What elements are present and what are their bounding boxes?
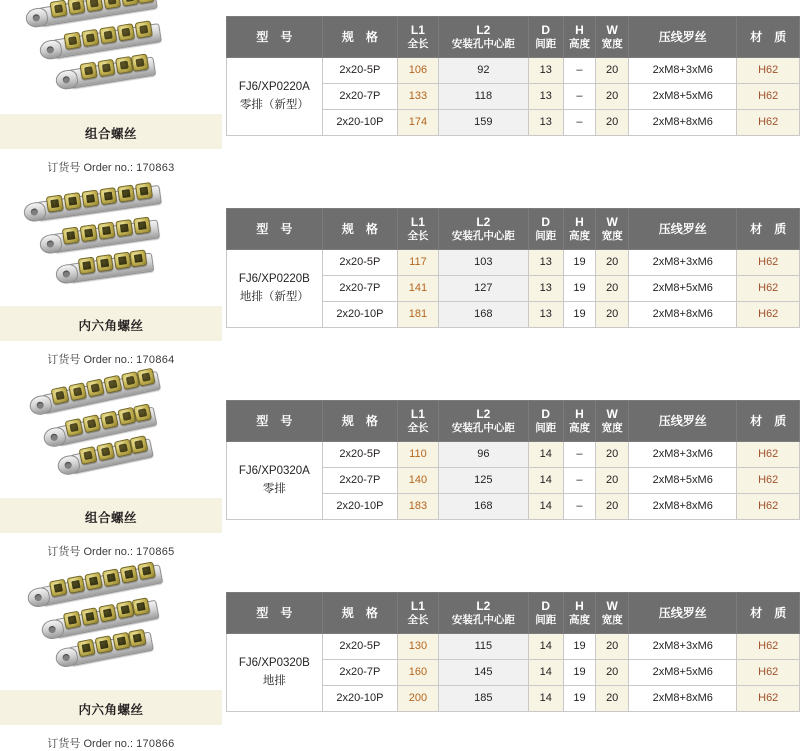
spec-table-1: [226, 16, 800, 136]
cell-l2: 118: [438, 84, 528, 110]
cell-l2: 92: [438, 58, 528, 84]
screw-icon: [63, 32, 81, 50]
hex-screw-icon: [132, 597, 151, 616]
th-d-code: D: [541, 598, 551, 613]
th-h-name: 高度: [568, 229, 590, 242]
hex-screw-icon: [81, 190, 99, 208]
th-d-name: 间距: [535, 613, 557, 626]
hex-screw-icon: [117, 185, 135, 203]
th-h: [563, 401, 596, 442]
cell-screw: 2xM8+8xM6: [629, 110, 737, 136]
screw-icon: [135, 20, 153, 38]
th-h-name: 高度: [568, 613, 590, 626]
th-d: [528, 401, 563, 442]
cell-material: H62: [737, 276, 800, 302]
th-l2: [438, 17, 528, 58]
product-image-4: [0, 580, 222, 690]
cell-spec: 2x20-5P: [322, 58, 397, 84]
th-d-code: D: [541, 406, 551, 421]
cell-w: 20: [596, 110, 629, 136]
cell-spec: 2x20-7P: [322, 468, 397, 494]
spec-table-4: [226, 592, 800, 712]
cell-screw: 2xM8+8xM6: [629, 686, 737, 712]
th-material: 材 质: [737, 593, 800, 634]
hex-screw-icon: [96, 254, 114, 272]
th-l1-name: 全长: [407, 613, 429, 626]
cell-h: –: [563, 58, 596, 84]
th-w-code: W: [606, 406, 618, 421]
cell-l2: 168: [438, 494, 528, 520]
cell-w: 20: [596, 84, 629, 110]
cell-l1: 183: [398, 494, 439, 520]
hex-screw-icon: [64, 192, 82, 210]
th-l1: [398, 17, 439, 58]
screw-icon: [49, 0, 67, 18]
th-w-name: 宽度: [601, 421, 623, 434]
th-h-code: H: [575, 22, 584, 37]
cell-h: 19: [563, 634, 596, 660]
cell-w: 20: [596, 686, 629, 712]
hex-screw-icon: [84, 572, 103, 591]
th-d-name: 间距: [535, 37, 557, 50]
cell-h: –: [563, 468, 596, 494]
cell-model: [227, 250, 323, 328]
th-screw: 压线罗丝: [629, 17, 737, 58]
cell-l1: 110: [398, 442, 439, 468]
cell-l1: 160: [398, 660, 439, 686]
cell-material: H62: [737, 302, 800, 328]
product-caption-4: 内六角螺丝: [78, 703, 144, 717]
product-caption-3: 组合螺丝: [84, 511, 137, 525]
th-spec: 规 格: [322, 593, 397, 634]
table-row: [227, 58, 800, 84]
table-header-row: [227, 401, 800, 442]
th-h: [563, 209, 596, 250]
screw-icon: [100, 411, 119, 430]
order-label: 订货号 Order no.:: [47, 162, 133, 174]
th-material: 材 质: [737, 401, 800, 442]
th-h-name: 高度: [568, 37, 590, 50]
model-line-2: 零排: [262, 482, 286, 495]
cell-spec: 2x20-10P: [322, 686, 397, 712]
table-row: [227, 634, 800, 660]
cell-l2: 185: [438, 686, 528, 712]
cell-spec: 2x20-10P: [322, 302, 397, 328]
th-spec: 规 格: [322, 17, 397, 58]
hex-screw-icon: [77, 639, 96, 658]
cell-d: 14: [528, 686, 563, 712]
screw-icon: [131, 53, 149, 71]
th-h-name: 高度: [568, 421, 590, 434]
screw-icon: [79, 446, 98, 465]
cell-l2: 145: [438, 660, 528, 686]
th-h: [563, 593, 596, 634]
th-l2-name: 安装孔中心距: [451, 421, 515, 434]
cell-d: 14: [528, 468, 563, 494]
caption-band-4: [0, 690, 222, 725]
hex-screw-icon: [129, 249, 147, 267]
th-l2-code: L2: [476, 406, 491, 421]
table-header-row: [227, 593, 800, 634]
screw-icon: [51, 386, 70, 405]
product-block-2: [0, 192, 800, 372]
cell-screw: 2xM8+3xM6: [629, 250, 737, 276]
cell-w: 20: [596, 660, 629, 686]
cell-l1: 140: [398, 468, 439, 494]
th-l2-code: L2: [476, 22, 491, 37]
cell-d: 14: [528, 660, 563, 686]
cell-spec: 2x20-5P: [322, 250, 397, 276]
hex-screw-icon: [99, 187, 117, 205]
screw-icon: [82, 414, 101, 433]
model-line-1: FJ6/XP0220A: [238, 81, 310, 94]
th-w-code: W: [606, 22, 618, 37]
th-l2-code: L2: [476, 598, 491, 613]
order-label: 订货号 Order no.:: [47, 354, 133, 366]
product-block-4: [0, 576, 800, 750]
screw-icon: [97, 59, 115, 77]
th-d: [528, 593, 563, 634]
product-image-1: [0, 4, 222, 114]
th-spec: 规 格: [322, 209, 397, 250]
hex-screw-icon: [62, 227, 80, 245]
th-l1-code: L1: [410, 406, 425, 421]
th-l1: [398, 593, 439, 634]
cell-spec: 2x20-7P: [322, 84, 397, 110]
cell-spec: 2x20-10P: [322, 494, 397, 520]
cell-screw: 2xM8+3xM6: [629, 442, 737, 468]
hex-screw-icon: [137, 561, 156, 580]
cell-material: H62: [737, 660, 800, 686]
cell-l1: 106: [398, 58, 439, 84]
cell-l1: 181: [398, 302, 439, 328]
table-row: [227, 442, 800, 468]
order-value: 170865: [136, 546, 175, 558]
hex-screw-icon: [98, 604, 117, 623]
th-screw: 压线罗丝: [629, 593, 737, 634]
screw-icon: [99, 26, 117, 44]
cell-w: 20: [596, 494, 629, 520]
cell-l1: 141: [398, 276, 439, 302]
th-l1-code: L1: [410, 22, 425, 37]
cell-spec: 2x20-10P: [322, 110, 397, 136]
th-w-code: W: [606, 598, 618, 613]
th-w: [596, 17, 629, 58]
th-d: [528, 209, 563, 250]
th-screw: 压线罗丝: [629, 401, 737, 442]
cell-l2: 103: [438, 250, 528, 276]
th-l2: [438, 401, 528, 442]
busbar-lug: [40, 618, 65, 641]
screw-icon: [117, 23, 135, 41]
product-column-3: [0, 388, 222, 559]
cell-l1: 133: [398, 84, 439, 110]
busbar-illustration: [55, 253, 153, 286]
th-screw: 压线罗丝: [629, 209, 737, 250]
cell-h: 19: [563, 686, 596, 712]
spec-table-2: [226, 208, 800, 328]
cell-l2: 115: [438, 634, 528, 660]
caption-band-1: [0, 114, 222, 149]
cell-model: [227, 58, 323, 136]
th-l2-code: L2: [476, 214, 491, 229]
cell-spec: 2x20-5P: [322, 442, 397, 468]
th-w: [596, 209, 629, 250]
hex-screw-icon: [78, 257, 96, 275]
cell-h: –: [563, 110, 596, 136]
cell-l1: 117: [398, 250, 439, 276]
cell-d: 13: [528, 250, 563, 276]
cell-h: –: [563, 84, 596, 110]
th-material: 材 质: [737, 209, 800, 250]
cell-spec: 2x20-5P: [322, 634, 397, 660]
busbar-illustration: [54, 632, 152, 670]
th-d-name: 间距: [535, 229, 557, 242]
cell-w: 20: [596, 634, 629, 660]
screw-icon: [133, 403, 152, 422]
th-l1-name: 全长: [407, 37, 429, 50]
cell-w: 20: [596, 58, 629, 84]
screw-icon: [129, 435, 148, 454]
screw-icon: [67, 0, 85, 15]
model-line-1: FJ6/XP0320A: [238, 465, 310, 478]
th-model: 型 号: [227, 401, 323, 442]
cell-screw: 2xM8+5xM6: [629, 660, 737, 686]
th-l2: [438, 593, 528, 634]
th-w-name: 宽度: [601, 613, 623, 626]
hex-screw-icon: [81, 607, 100, 626]
th-h-code: H: [575, 406, 584, 421]
cell-d: 13: [528, 58, 563, 84]
cell-screw: 2xM8+3xM6: [629, 634, 737, 660]
cell-w: 20: [596, 468, 629, 494]
th-w: [596, 593, 629, 634]
cell-h: –: [563, 442, 596, 468]
hex-screw-icon: [115, 219, 133, 237]
cell-d: 13: [528, 276, 563, 302]
cell-material: H62: [737, 494, 800, 520]
cell-material: H62: [737, 84, 800, 110]
th-l1-name: 全长: [407, 421, 429, 434]
hex-screw-icon: [80, 224, 98, 242]
order-label: 订货号 Order no.:: [47, 546, 133, 558]
cell-l2: 159: [438, 110, 528, 136]
cell-h: 19: [563, 276, 596, 302]
hex-screw-icon: [135, 182, 153, 200]
cell-d: 13: [528, 302, 563, 328]
cell-d: 13: [528, 84, 563, 110]
th-model: 型 号: [227, 17, 323, 58]
th-w-code: W: [606, 214, 618, 229]
cell-h: –: [563, 494, 596, 520]
th-model: 型 号: [227, 209, 323, 250]
th-l2-name: 安装孔中心距: [451, 613, 515, 626]
busbar-lug: [26, 586, 51, 609]
product-block-1: [0, 0, 800, 180]
product-column-1: [0, 4, 222, 175]
screw-icon: [96, 442, 115, 461]
cell-material: H62: [737, 686, 800, 712]
cell-d: 14: [528, 634, 563, 660]
screw-icon: [79, 62, 97, 80]
th-model: 型 号: [227, 593, 323, 634]
cell-screw: 2xM8+3xM6: [629, 58, 737, 84]
th-l2-name: 安装孔中心距: [451, 37, 515, 50]
order-number-1: [0, 149, 222, 175]
th-l2-name: 安装孔中心距: [451, 229, 515, 242]
table-header-row: [227, 17, 800, 58]
th-d: [528, 17, 563, 58]
th-l2: [438, 209, 528, 250]
cell-l2: 125: [438, 468, 528, 494]
hex-screw-icon: [46, 195, 64, 213]
screw-icon: [65, 418, 84, 437]
product-caption-2: 内六角螺丝: [78, 319, 144, 333]
th-l1: [398, 209, 439, 250]
cell-l2: 168: [438, 302, 528, 328]
th-material: 材 质: [737, 17, 800, 58]
cell-l2: 96: [438, 442, 528, 468]
caption-band-2: [0, 306, 222, 341]
order-number-2: [0, 341, 222, 367]
product-image-2: [0, 196, 222, 306]
table-header-row: [227, 209, 800, 250]
hex-screw-icon: [102, 568, 121, 587]
cell-spec: 2x20-7P: [322, 660, 397, 686]
cell-screw: 2xM8+8xM6: [629, 302, 737, 328]
th-d-code: D: [541, 214, 551, 229]
product-block-3: [0, 384, 800, 564]
cell-material: H62: [737, 634, 800, 660]
order-number-3: [0, 533, 222, 559]
screw-icon: [86, 379, 105, 398]
th-w-name: 宽度: [601, 37, 623, 50]
busbar-lug: [54, 646, 79, 669]
product-column-4: [0, 580, 222, 751]
order-value: 170864: [136, 354, 175, 366]
th-l1-code: L1: [410, 598, 425, 613]
th-l1: [398, 401, 439, 442]
cell-w: 20: [596, 302, 629, 328]
table-row: [227, 250, 800, 276]
hex-screw-icon: [95, 635, 114, 654]
cell-screw: 2xM8+8xM6: [629, 494, 737, 520]
th-h-code: H: [575, 214, 584, 229]
order-value: 170866: [136, 738, 175, 750]
hex-screw-icon: [133, 217, 151, 235]
th-d-code: D: [541, 22, 551, 37]
hex-screw-icon: [128, 629, 147, 648]
hex-screw-icon: [49, 579, 68, 598]
cell-h: 19: [563, 660, 596, 686]
cell-screw: 2xM8+5xM6: [629, 468, 737, 494]
hex-screw-icon: [63, 611, 82, 630]
cell-screw: 2xM8+5xM6: [629, 84, 737, 110]
product-image-3: [0, 388, 222, 498]
cell-l1: 130: [398, 634, 439, 660]
th-l1-code: L1: [410, 214, 425, 229]
cell-model: [227, 442, 323, 520]
th-l1-name: 全长: [407, 229, 429, 242]
model-line-2: 地排: [262, 674, 286, 687]
model-line-1: FJ6/XP0320B: [238, 657, 310, 670]
order-number-4: [0, 725, 222, 751]
caption-band-3: [0, 498, 222, 533]
product-caption-1: 组合螺丝: [84, 127, 137, 141]
th-spec: 规 格: [322, 401, 397, 442]
hex-screw-icon: [67, 575, 86, 594]
order-label: 订货号 Order no.:: [47, 738, 133, 750]
model-line-2: 地排（新型）: [239, 290, 309, 303]
th-w: [596, 401, 629, 442]
cell-material: H62: [737, 250, 800, 276]
screw-icon: [81, 29, 99, 47]
screw-icon: [68, 382, 87, 401]
hex-screw-icon: [97, 222, 115, 240]
cell-d: 14: [528, 494, 563, 520]
cell-l1: 174: [398, 110, 439, 136]
screw-icon: [137, 368, 156, 387]
th-h: [563, 17, 596, 58]
busbar-lug: [28, 394, 53, 417]
cell-h: 19: [563, 250, 596, 276]
model-line-2: 零排（新型）: [239, 98, 309, 111]
cell-d: 14: [528, 442, 563, 468]
cell-w: 20: [596, 250, 629, 276]
busbar-lug: [42, 426, 67, 449]
cell-material: H62: [737, 58, 800, 84]
model-line-1: FJ6/XP0220B: [238, 273, 310, 286]
cell-screw: 2xM8+5xM6: [629, 276, 737, 302]
th-d-name: 间距: [535, 421, 557, 434]
screw-icon: [103, 375, 122, 394]
product-column-2: [0, 196, 222, 367]
cell-w: 20: [596, 276, 629, 302]
spec-table-3: [226, 400, 800, 520]
cell-spec: 2x20-7P: [322, 276, 397, 302]
busbar-lug: [56, 454, 81, 477]
cell-material: H62: [737, 468, 800, 494]
th-h-code: H: [575, 598, 584, 613]
th-w-name: 宽度: [601, 229, 623, 242]
cell-material: H62: [737, 110, 800, 136]
hex-screw-icon: [120, 565, 139, 584]
cell-d: 13: [528, 110, 563, 136]
cell-w: 20: [596, 442, 629, 468]
busbar-illustration: [54, 57, 154, 92]
cell-material: H62: [737, 442, 800, 468]
order-value: 170863: [136, 162, 175, 174]
cell-l1: 200: [398, 686, 439, 712]
cell-l2: 127: [438, 276, 528, 302]
cell-h: 19: [563, 302, 596, 328]
cell-model: [227, 634, 323, 712]
